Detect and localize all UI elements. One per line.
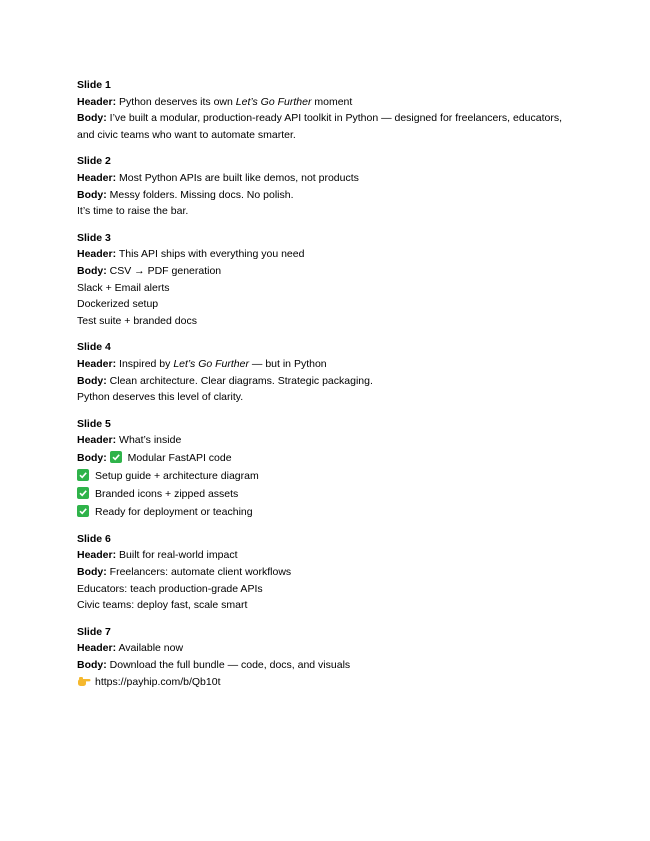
slide-4 <box>77 339 577 405</box>
body-label: Body: <box>77 264 107 277</box>
slide-body <box>77 449 577 467</box>
body-line: Slack + Email alerts <box>77 281 170 294</box>
header-text: Built for real-world impact <box>119 549 238 562</box>
header-text: Most Python APIs are built like demos, not products <box>119 171 359 184</box>
slide-body <box>77 657 577 674</box>
header-text: This API ships with everything you need <box>118 248 305 261</box>
header-label: Header: <box>77 171 117 184</box>
header-label: Header: <box>77 434 117 447</box>
header-text: Available now <box>118 642 184 655</box>
slide-title: Slide 7 <box>77 625 111 638</box>
checklist-item <box>77 503 577 521</box>
body-label: Body: <box>77 188 107 201</box>
body-line: Dockerized setup <box>77 298 159 311</box>
slide-body <box>77 187 577 204</box>
checklist-item-text: Ready for deployment or teaching <box>95 505 253 518</box>
header-text-pre: Python deserves its own <box>119 95 236 108</box>
body-text: Freelancers: automate client workflows <box>109 566 292 579</box>
header-text-post: — but in Python <box>249 357 327 370</box>
body-label: Body: <box>77 451 107 464</box>
check-mark-icon <box>110 451 122 463</box>
slide-header <box>77 170 577 187</box>
body-text: Download the full bundle — code, docs, and visuals <box>109 659 351 672</box>
document-content <box>77 77 577 702</box>
body-label: Body: <box>77 659 107 672</box>
checklist-item <box>77 467 577 485</box>
body-line: Civic teams: deploy fast, scale smart <box>77 599 248 612</box>
slide-body <box>77 373 577 390</box>
body-line: Educators: teach production-grade APIs <box>77 582 263 595</box>
slide-header <box>77 356 577 373</box>
slide-header <box>77 547 577 564</box>
body-text: Modular FastAPI code <box>127 451 232 464</box>
header-text-italic: Let’s Go Further <box>173 357 249 370</box>
slide-title: Slide 4 <box>77 341 111 354</box>
slide-header <box>77 246 577 263</box>
slide-title: Slide 3 <box>77 231 111 244</box>
slide-5 <box>77 416 577 521</box>
body-label: Body: <box>77 374 107 387</box>
slide-3 <box>77 230 577 330</box>
body-line: It’s time to raise the bar. <box>77 205 189 218</box>
slide-title: Slide 5 <box>77 417 111 430</box>
header-text-italic: Let’s Go Further <box>235 95 312 108</box>
body-text: Messy folders. Missing docs. No polish. <box>109 188 294 201</box>
slide-header <box>77 94 577 111</box>
slide-1 <box>77 77 577 143</box>
body-line: Test suite + branded docs <box>77 314 197 327</box>
check-mark-icon <box>77 487 89 499</box>
slide-body <box>77 263 577 280</box>
header-label: Header: <box>77 642 117 655</box>
checklist-item-text: Branded icons + zipped assets <box>95 487 239 500</box>
slide-2 <box>77 153 577 219</box>
slide-6 <box>77 531 577 614</box>
bundle-link[interactable]: https://payhip.com/b/Qb10t <box>95 675 221 688</box>
slide-title: Slide 2 <box>77 155 111 168</box>
header-label: Header: <box>77 549 117 562</box>
slide-header <box>77 640 577 657</box>
body-line: Python deserves this level of clarity. <box>77 391 244 404</box>
check-mark-icon <box>77 469 89 481</box>
slide-body <box>77 110 577 143</box>
body-label: Body: <box>77 112 107 125</box>
header-text: What’s inside <box>119 434 182 447</box>
checklist-item <box>77 485 577 503</box>
slide-title: Slide 6 <box>77 532 111 545</box>
slide-header <box>77 432 577 449</box>
slide-title: Slide 1 <box>77 79 111 91</box>
check-mark-icon <box>77 505 89 517</box>
slide-7 <box>77 624 577 692</box>
body-text: I’ve built a modular, production-ready API toolkit in Python — designed for freelancers, educators, and civic teams who want to automate smarter. <box>77 112 563 141</box>
header-label: Header: <box>77 357 117 370</box>
body-text: Clean architecture. Clear diagrams. Strategic packaging. <box>109 374 373 387</box>
body-text: CSV → PDF generation <box>109 264 222 277</box>
link-line <box>77 674 577 693</box>
slide-body <box>77 564 577 581</box>
header-label: Header: <box>77 248 117 261</box>
header-text-post: moment <box>311 95 353 108</box>
checklist-item-text: Setup guide + architecture diagram <box>95 469 259 482</box>
header-text-pre: Inspired by <box>119 357 174 370</box>
pointing-hand-icon <box>77 675 91 693</box>
body-label: Body: <box>77 566 107 579</box>
header-label: Header: <box>77 95 117 108</box>
